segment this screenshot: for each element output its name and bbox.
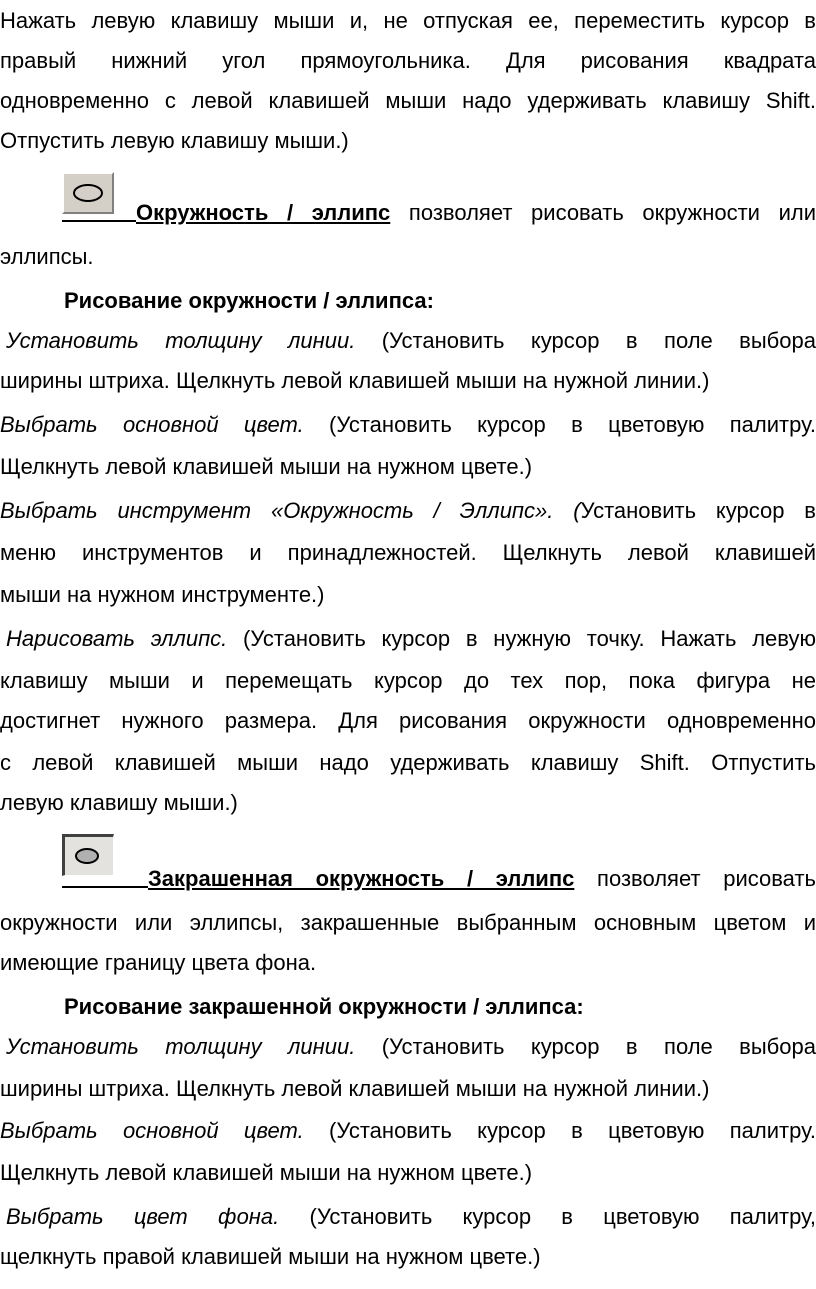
intro-line-4: Отпустить левую клавишу мыши.): [0, 128, 349, 153]
filled-step-1-text: (Установить курсор в поле выбора: [355, 1034, 816, 1059]
ellipse-step-3-line-2: меню инструментов и принадлежностей. Щелкнуть левой клавишей: [0, 540, 816, 565]
filled-step-1-line-2: ширины штриха. Щелкнуть левой клавишей мыши на нужной линии.): [0, 1076, 710, 1101]
ellipse-step-1-title: Установить толщину линии.: [6, 328, 356, 353]
filled-desc-1: позволяет рисовать: [574, 866, 816, 891]
ellipse-description-line: [136, 192, 816, 234]
intro-line-1: Нажать левую клавишу мыши и, не отпуская ее, переместить курсор в: [0, 8, 816, 33]
filled-desc-3: имеющие границу цвета фона.: [0, 950, 317, 975]
filled-step-2-line-2: Щелкнуть левой клавишей мыши на нужном цвете.): [0, 1160, 533, 1185]
ellipse-step-4-line-3: достигнет нужного размера. Для рисования окружности одновременно: [0, 708, 816, 733]
ellipse-step-3-text: Установить курсор в: [580, 498, 816, 523]
filled-ellipse-description-line: [148, 858, 816, 900]
ellipse-desc-2: эллипсы.: [0, 244, 94, 269]
ellipse-step-1-text: (Установить курсор в поле выбора: [355, 328, 816, 353]
filled-heading: Рисование закрашенной окружности / эллипса:: [64, 994, 584, 1019]
ellipse-step-4-line-4: с левой клавишей мыши надо удерживать клавишу Shift. Отпустить: [0, 750, 816, 775]
filled-step-2: [0, 1110, 816, 1152]
intro-line-2: правый нижний угол прямоугольника. Для рисования квадрата: [0, 48, 816, 73]
ellipse-step-2: [0, 404, 816, 446]
filled-step-3-title: Выбрать цвет фона.: [6, 1204, 280, 1229]
ellipse-step-3-title: Выбрать инструмент «Окружность / Эллипс». (: [0, 498, 581, 523]
intro-line-3: одновременно с левой клавишей мыши надо удерживать клавишу Shift.: [0, 88, 816, 113]
ellipse-step-4-line-5: левую клавишу мыши.): [0, 790, 238, 815]
filled-step-3-text: (Установить курсор в цветовую палитру,: [279, 1204, 816, 1229]
filled-step-1-title: Установить толщину линии.: [6, 1034, 356, 1059]
filled-step-1: [6, 1026, 816, 1068]
ellipse-step-2-text: (Установить курсор в цветовую палитру.: [303, 412, 816, 437]
ellipse-step-3-line-3: мыши на нужном инструменте.): [0, 582, 325, 607]
ellipse-step-4-line-2: клавишу мыши и перемещать курсор до тех пор, пока фигура не: [0, 668, 816, 693]
ellipse-tool-name: Окружность / эллипс: [136, 200, 391, 225]
ellipse-tool-icon: [62, 172, 114, 214]
filled-step-3-line-2: щелкнуть правой клавишей мыши на нужном цвете.): [0, 1244, 541, 1269]
ellipse-step-4: [6, 618, 816, 660]
ellipse-step-4-title: Нарисовать эллипс.: [6, 626, 228, 651]
filled-step-2-text: (Установить курсор в цветовую палитру.: [303, 1118, 816, 1143]
filled-step-3: [6, 1196, 816, 1238]
filled-ellipse-tool-name: Закрашенная окружность / эллипс: [148, 866, 575, 891]
ellipse-step-2-title: Выбрать основной цвет.: [0, 412, 304, 437]
filled-ellipse-tool-icon: [62, 834, 114, 876]
filled-step-2-title: Выбрать основной цвет.: [0, 1118, 304, 1143]
ellipse-icon-underline: [62, 220, 136, 222]
ellipse-step-1: [6, 320, 816, 362]
ellipse-step-4-text: (Установить курсор в нужную точку. Нажать левую: [227, 626, 816, 651]
filled-ellipse-icon-underline: [62, 886, 148, 888]
ellipse-step-3: [0, 490, 816, 532]
ellipse-step-2-line-2: Щелкнуть левой клавишей мыши на нужном цвете.): [0, 454, 533, 479]
filled-desc-2: окружности или эллипсы, закрашенные выбранным основным цветом и: [0, 910, 816, 935]
ellipse-desc-1: позволяет рисовать окружности или: [390, 200, 816, 225]
ellipse-step-1-line-2: ширины штриха. Щелкнуть левой клавишей мыши на нужной линии.): [0, 368, 710, 393]
ellipse-heading: Рисование окружности / эллипса:: [64, 288, 434, 313]
